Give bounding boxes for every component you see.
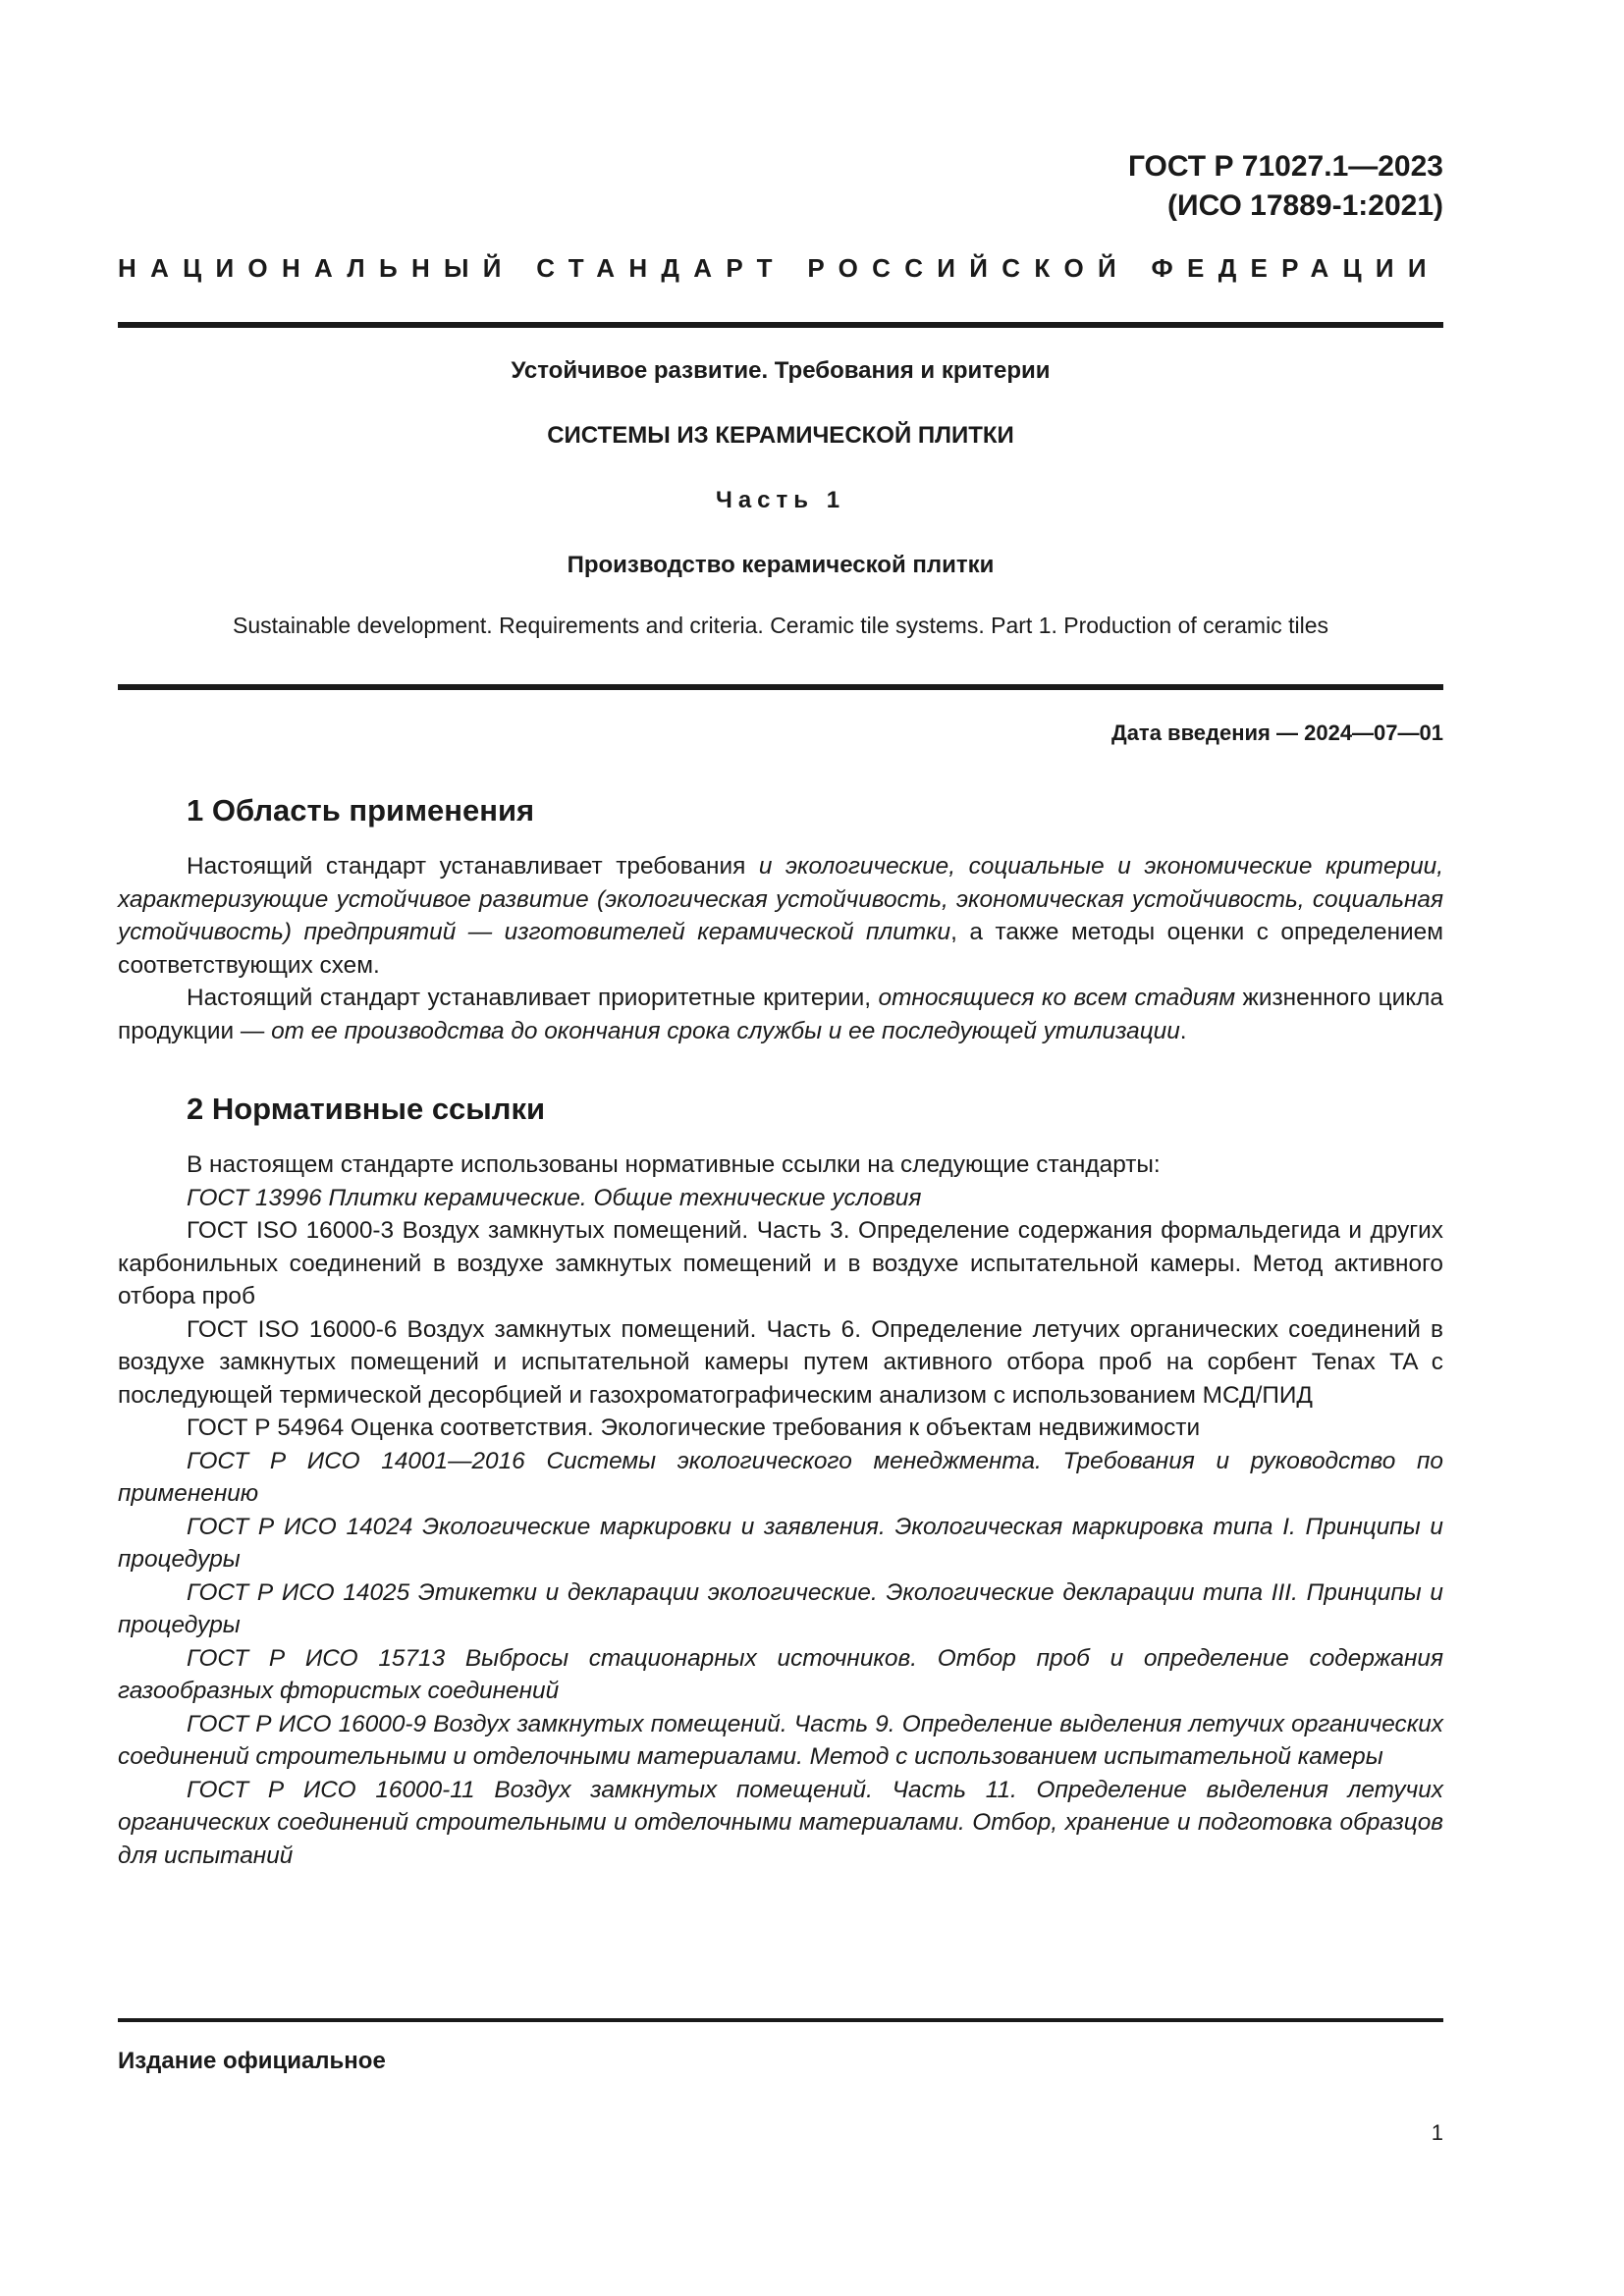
text-run: . — [1179, 1017, 1187, 1044]
iso-number: (ИСО 17889-1:2021) — [1167, 189, 1443, 222]
section-heading: 2 Нормативные ссылки — [187, 1092, 546, 1126]
text-run: жизненного цикла продукции — — [118, 985, 1443, 1044]
reference-item: ГОСТ Р ИСО 14024 Экологические маркировки и заявления. Экологическая маркировка типа I. Принципы и процедуры — [118, 1513, 1443, 1573]
divider-top — [118, 322, 1443, 328]
divider-middle — [118, 684, 1443, 690]
document-designation — [1128, 147, 1443, 226]
reference-item: ГОСТ 13996 Плитки керамические. Общие технические условия — [187, 1184, 922, 1211]
reference-item: ГОСТ Р 54964 Оценка соответствия. Экологические требования к объектам недвижимости — [187, 1415, 1201, 1441]
national-standard-banner: НАЦИОНАЛЬНЫЙ СТАНДАРТ РОССИЙСКОЙ ФЕДЕРАЦИИ — [118, 253, 1440, 283]
title-line-4: Производство керамической плитки — [567, 552, 995, 578]
text-run: , а также методы оценки с определением соответствующих схем. — [118, 919, 1444, 979]
reference-item: ГОСТ Р ИСО 14025 Этикетки и декларации экологические. Экологические декларации типа III. Принципы и процедуры — [118, 1578, 1443, 1638]
paragraph: В настоящем стандарте использованы нормативные ссылки на следующие стандарты: — [187, 1151, 1161, 1178]
text-run-italic: относящиеся ко всем стадиям — [878, 985, 1236, 1011]
page-number: 1 — [1431, 2120, 1443, 2145]
gost-number: ГОСТ Р 71027.1—2023 — [1127, 150, 1443, 183]
paragraph — [118, 982, 1443, 1047]
reference-item: ГОСТ ISO 16000-3 Воздух замкнутых помещений. Часть 3. Определение содержания формальдегида и других карбонильных соединений в воздухе замкнутых помещений и в воздухе испытательной камеры. Метод активного отбора проб — [118, 1217, 1443, 1309]
title-line-2: СИСТЕМЫ ИЗ КЕРАМИЧЕСКОЙ ПЛИТКИ — [547, 422, 1014, 449]
title-line-1: Устойчивое развитие. Требования и критерии — [511, 357, 1051, 384]
paragraph — [118, 850, 1443, 982]
english-title: Sustainable development. Requirements and criteria. Ceramic tile systems. Part 1. Production of ceramic tiles — [233, 613, 1328, 638]
text-run-italic: и экологические, социальные и экономические критерии, характеризующие устойчивое развитие (экологическая устойчивость, экономическая устойчивость, социальная устойчивость) предприятий — изготовителей керамической плитки — [118, 853, 1443, 945]
divider-bottom — [118, 2018, 1443, 2022]
reference-item: ГОСТ ISO 16000-6 Воздух замкнутых помещений. Часть 6. Определение летучих органических соединений в воздухе замкнутых помещений и испытательной камеры путем активного отбора проб на сорбент Tenax TA с последующей термической десорбцией и газохроматографическим анализом с использованием МСД/ПИД — [118, 1315, 1443, 1409]
section-heading: 1 Область применения — [187, 793, 535, 828]
reference-item: ГОСТ Р ИСО 15713 Выбросы стационарных источников. Отбор проб и определение содержания газообразных фтористых соединений — [118, 1644, 1443, 1704]
title-line-3: Часть 1 — [715, 487, 846, 513]
text-run: Настоящий стандарт устанавливает требования — [187, 853, 759, 880]
edition-label: Издание официальное — [118, 2048, 386, 2074]
document-page — [118, 0, 1443, 2296]
section-scope — [118, 791, 1443, 1047]
introduction-date: Дата введения — 2024—07—01 — [1111, 721, 1443, 745]
section-normative-references — [118, 1090, 1443, 1872]
text-run-italic: от ее производства до окончания срока службы и ее последующей утилизации — [271, 1017, 1180, 1044]
text-run: Настоящий стандарт устанавливает приоритетные критерии, — [187, 985, 879, 1011]
reference-item: ГОСТ Р ИСО 14001—2016 Системы экологического менеджмента. Требования и руководство по применению — [118, 1447, 1443, 1507]
reference-item: ГОСТ Р ИСО 16000-11 Воздух замкнутых помещений. Часть 11. Определение выделения летучих органических соединений строительными и отделочными материалами. Отбор, хранение и подготовка образцов для испытаний — [118, 1776, 1443, 1869]
reference-item: ГОСТ Р ИСО 16000-9 Воздух замкнутых помещений. Часть 9. Определение выделения летучих органических соединений строительными и отделочными материалами. Метод с использованием испытательной камеры — [118, 1710, 1443, 1770]
